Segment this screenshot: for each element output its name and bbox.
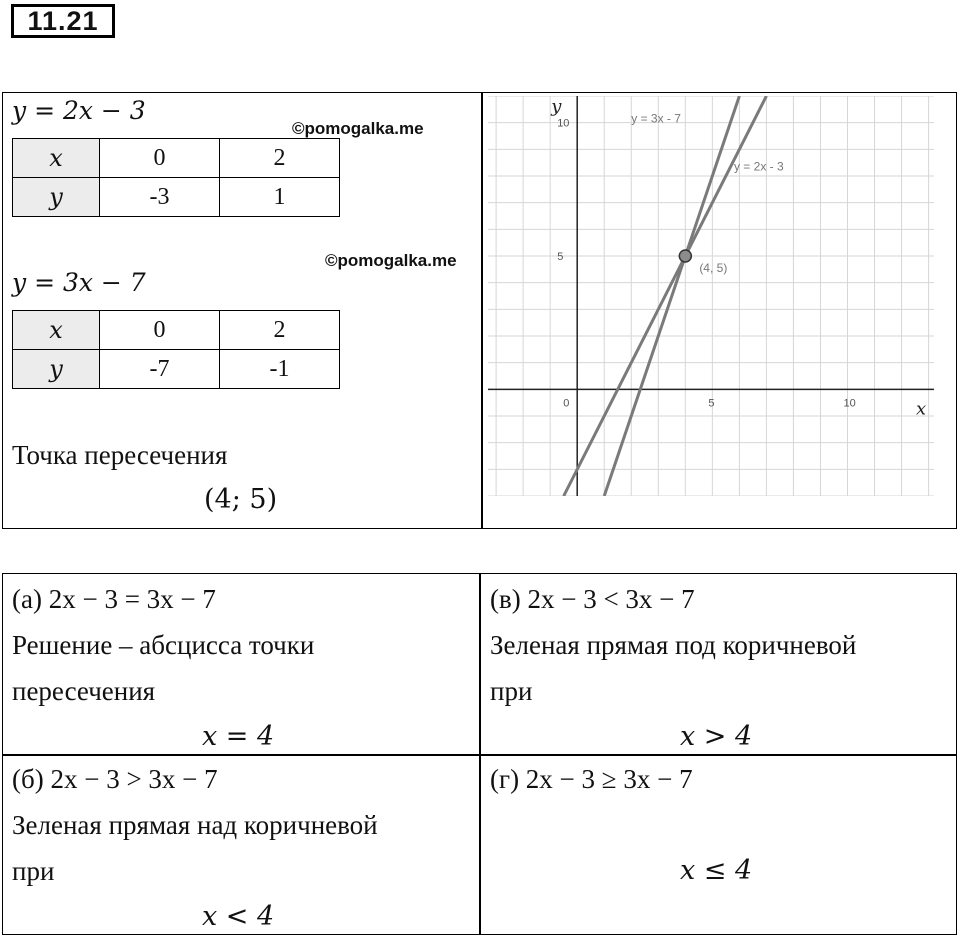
x-tick-label: 5 — [708, 397, 715, 410]
series-label: y = 3x - 7 — [631, 111, 681, 126]
x-axis-label: x — [916, 398, 927, 420]
x-header: x — [13, 311, 100, 350]
case-g-header: (г) 2x − 3 ≥ 3x − 7 — [490, 764, 693, 794]
case-b-line1: Зеленая прямая над коричневой — [12, 810, 378, 840]
equation2-table — [12, 310, 340, 389]
watermark-1: ©pomogalka.me — [292, 119, 424, 138]
intersection-label: Точка пересечения — [12, 440, 228, 470]
y-tick-label: 5 — [557, 251, 564, 263]
x-header: x — [13, 139, 100, 178]
table-row — [13, 178, 340, 217]
case-g-answer: x ≤ 4 — [680, 855, 753, 886]
case-b-header: (б) 2x − 3 > 3x − 7 — [12, 764, 218, 794]
table-cell: -3 — [100, 178, 220, 217]
table-row — [13, 350, 340, 389]
case-a-line2: пересечения — [12, 676, 156, 706]
case-a — [12, 576, 472, 760]
table-cell: 2 — [220, 139, 340, 178]
case-v-line2: при — [490, 676, 533, 706]
x-tick-label: 0 — [563, 397, 570, 410]
case-a-line1: Решение – абсцисса точки — [12, 630, 315, 660]
y-header: y — [13, 178, 100, 217]
equation1-table — [12, 138, 340, 217]
table-cell: -7 — [100, 350, 220, 389]
table-cell: 1 — [220, 178, 340, 217]
equation1-title: y = 2x − 3 — [12, 96, 146, 125]
case-g — [490, 756, 950, 894]
case-v — [490, 576, 950, 760]
intersection-point-label: (4, 5) — [699, 261, 728, 275]
line-graph — [488, 96, 934, 496]
table-cell: 2 — [220, 311, 340, 350]
case-a-header: (а) 2x − 3 = 3x − 7 — [12, 584, 216, 614]
problem-number: 11.21 — [11, 4, 115, 38]
case-a-answer: x = 4 — [202, 721, 275, 752]
series-line — [564, 96, 767, 496]
series-label: y = 2x - 3 — [733, 159, 784, 174]
case-g-spacer — [490, 802, 950, 848]
case-v-line1: Зеленая прямая под коричневой — [490, 630, 857, 660]
case-v-answer: x > 4 — [680, 721, 753, 752]
table-cell: 0 — [100, 139, 220, 178]
case-v-header: (в) 2x − 3 < 3x − 7 — [490, 584, 695, 614]
y-header: y — [13, 350, 100, 389]
case-b-line2: при — [12, 856, 55, 886]
intersection-marker — [679, 250, 691, 262]
table-row — [13, 311, 340, 350]
case-b — [12, 756, 472, 940]
table-row — [13, 139, 340, 178]
series-line — [604, 96, 739, 496]
top-divider — [481, 92, 483, 529]
y-tick-label: 10 — [557, 117, 570, 130]
table-cell: 0 — [100, 311, 220, 350]
equation2-title: y = 3x − 7 — [12, 268, 146, 297]
table-cell: -1 — [220, 350, 340, 389]
x-tick-label: 10 — [843, 397, 856, 410]
watermark-2: ©pomogalka.me — [325, 251, 457, 270]
intersection-point: (4; 5) — [204, 484, 278, 515]
y-axis-label: y — [551, 96, 562, 117]
case-b-answer: x < 4 — [202, 901, 275, 932]
